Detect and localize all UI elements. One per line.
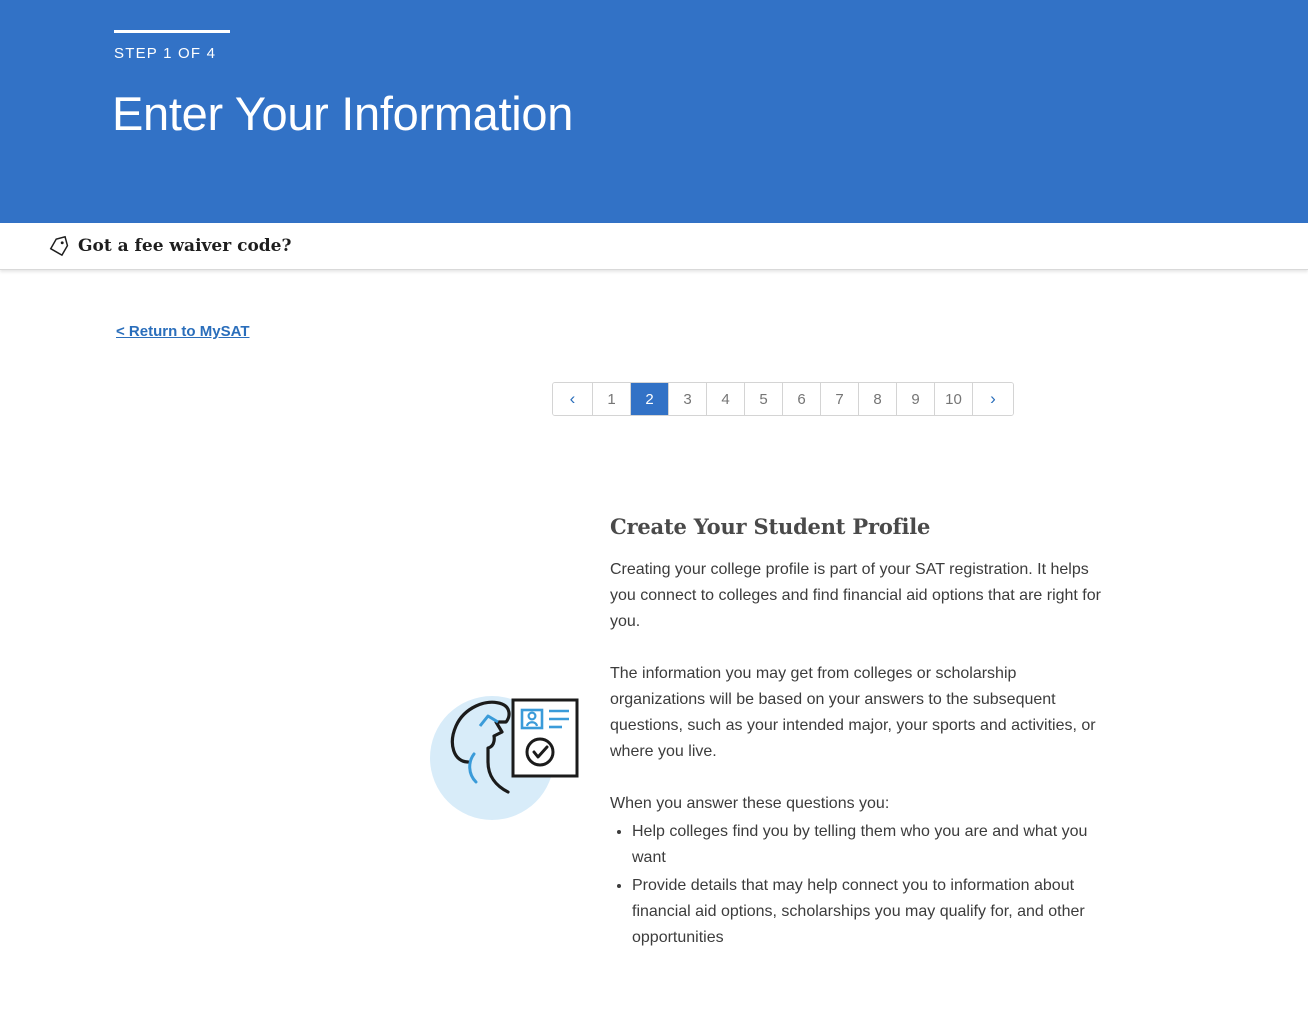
fee-waiver-bar[interactable]: [0, 223, 1308, 270]
page-button-2[interactable]: 2: [631, 383, 669, 415]
chevron-left-icon[interactable]: ‹: [553, 383, 593, 415]
page-button-5[interactable]: 5: [745, 383, 783, 415]
page-button-9[interactable]: 9: [897, 383, 935, 415]
pagination[interactable]: [552, 382, 1014, 416]
paragraph-2: The information you may get from colleges or scholarship organizations will be based on your answers to the subsequent questions, such as your intended major, your sports and activities, or where you live.: [610, 665, 1096, 760]
page-button-8[interactable]: 8: [859, 383, 897, 415]
header-rule: [114, 30, 230, 33]
tag-icon: [48, 235, 70, 257]
fee-waiver-label: Got a fee waiver code?: [78, 236, 292, 256]
page-button-4[interactable]: 4: [707, 383, 745, 415]
page-header: [0, 0, 1308, 223]
paragraph-3: When you answer these questions you:: [610, 795, 890, 812]
page-button-7[interactable]: 7: [821, 383, 859, 415]
chevron-right-icon[interactable]: ›: [973, 383, 1013, 415]
illustration-container: [0, 510, 610, 953]
section-heading: Create Your Student Profile: [610, 514, 931, 539]
paragraph-1: Creating your college profile is part of your SAT registration. It helps you connect to colleges and find financial aid options that are right for you.: [610, 561, 1101, 630]
page-button-6[interactable]: 6: [783, 383, 821, 415]
student-profile-illustration: [410, 670, 590, 835]
page-button-1[interactable]: 1: [593, 383, 631, 415]
step-indicator: STEP 1 OF 4: [114, 45, 217, 62]
page-title: Enter Your Information: [112, 87, 574, 140]
return-to-mysat-link[interactable]: < Return to MySAT: [116, 323, 250, 340]
main-content: [0, 270, 1308, 946]
profile-panel: [0, 510, 1308, 953]
list-item: • Provide details that may help connect you to information about financial aid options, scholarships you may qualify for, and other opportunities: [632, 873, 1102, 951]
benefits-list: [610, 819, 1130, 951]
list-item: • Help colleges find you by telling them who you are and what you want: [632, 819, 1102, 871]
page-button-3[interactable]: 3: [669, 383, 707, 415]
page-button-10[interactable]: 10: [935, 383, 973, 415]
profile-copy: [610, 510, 1130, 953]
